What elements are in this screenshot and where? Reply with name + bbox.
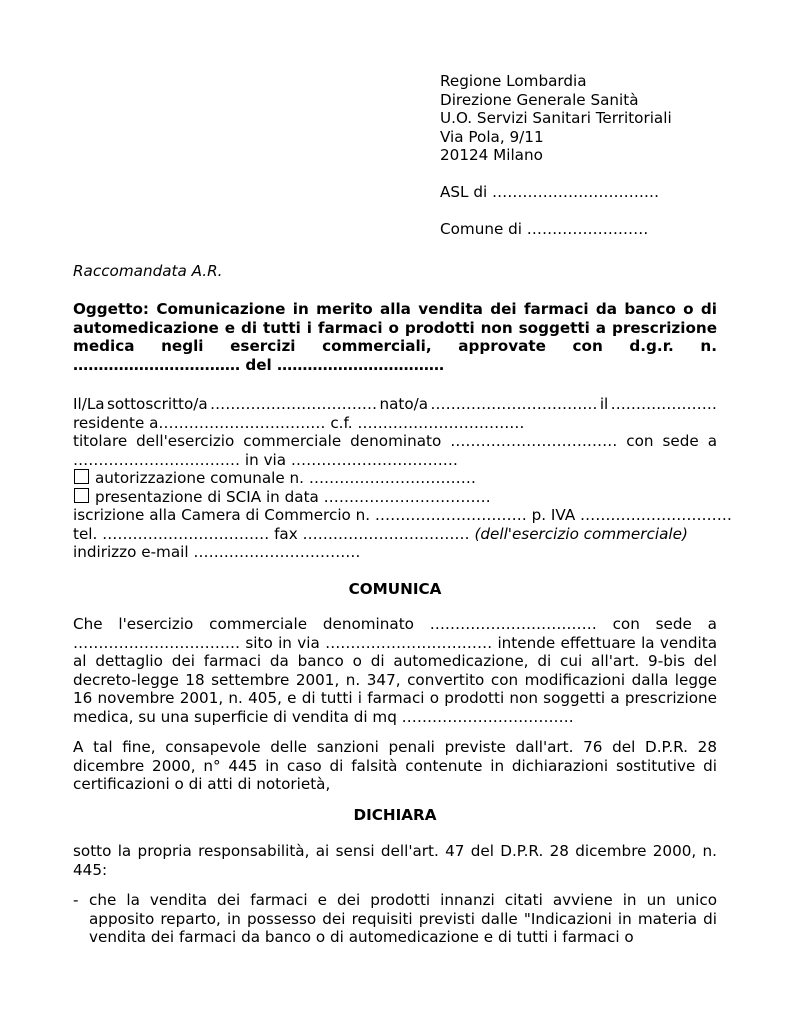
form-row-chamber: iscrizione alla Camera di Commercio n. ………………………… p. IVA …………………………: [73, 506, 732, 524]
form-row-residence: residente a…………………………… c.f. ……………………………: [73, 413, 525, 432]
address-line: Regione Lombardia: [440, 72, 587, 90]
comune-field: Comune di ……………………: [440, 220, 649, 238]
subject-last-line: …………………………… del ……………………………: [73, 355, 445, 374]
form-row-contacts: tel. …………………………… fax …………………………… (dell'esercizio commerciale): [73, 524, 688, 543]
dichiara-body: [73, 842, 717, 947]
comunica-body: [73, 615, 717, 794]
scia-checkbox[interactable]: [74, 488, 89, 503]
recipient-address: [440, 72, 672, 239]
asl-field: ASL di ……………………………: [440, 183, 660, 201]
raccomandata-label: Raccomandata A.R.: [73, 262, 223, 280]
scia-label: presentazione di SCIA in data ……………………………: [95, 487, 491, 506]
dichiara-heading: DICHIARA: [353, 806, 437, 824]
address-line: Direzione Generale Sanità: [440, 90, 639, 109]
list-bullet: -: [73, 891, 79, 909]
form-row-street: …………………………… in via ……………………………: [73, 450, 458, 469]
form-row-business: titolare dell'esercizio commerciale denominato …………………………… con sede a: [73, 432, 717, 450]
address-line: 20124 Milano: [440, 146, 543, 164]
comunica-paragraph: A tal fine, consapevole delle sanzioni penali previste dall'art. 76 del D.P.R. 28 dicembre 2000, n° 445 in caso di falsità contenute in dichiarazioni sostitutive di certificazioni o di atti di notorietà,: [73, 738, 717, 793]
dichiara-paragraph: sotto la propria responsabilità, ai sensi dell'art. 47 del D.P.R. 28 dicembre 2000, n. 445:: [73, 842, 717, 879]
comunica-heading: COMUNICA: [348, 580, 442, 598]
authorization-checkbox[interactable]: [74, 469, 89, 484]
authorization-label: autorizzazione comunale n. ……………………………: [95, 469, 476, 487]
list-item: [73, 891, 717, 947]
address-line: Via Pola, 9/11: [440, 127, 544, 146]
list-item-text: che la vendita dei farmaci e dei prodotti innanzi citati avviene in un unico apposito reparto, in possesso dei requisiti previsti dalle "Indicazioni in materia di vendita dei farmaci da banco o di automedicazione e di tutti i farmaci o: [89, 891, 717, 946]
subject: [73, 300, 717, 374]
form-row-authorization: [73, 469, 717, 488]
form-row-email: indirizzo e-mail ……………………………: [73, 543, 361, 561]
form-row-name: Il/La sottoscritto/a …………………………… nato/a …………………………… il …………………: [73, 395, 717, 413]
applicant-form: [73, 395, 732, 562]
subject-text: Oggetto: Comunicazione in merito alla vendita dei farmaci da banco o di automedicazione e di tutti i farmaci o prodotti non soggetti a prescrizione medica negli esercizi commerciali, approvate con d.g.r. n.: [73, 300, 717, 355]
comunica-paragraph: Che l'esercizio commerciale denominato …………………………… con sede a …………………………… sito in via …………………………… intende effettuare la vendita al dettaglio dei farmaci da banco o di automedicazione, di cui all'art. 9-bis del decreto-legge 18 settembre 2001, n. 347, convertito con modificazioni dalla legge 16 novembre 2001, n. 405, e di tutti i farmaci o prodotti non soggetti a prescrizione medica, su una superficie di vendita di mq …………………………….: [73, 615, 717, 726]
address-line: U.O. Servizi Sanitari Territoriali: [440, 109, 672, 127]
form-row-scia: [73, 488, 717, 507]
